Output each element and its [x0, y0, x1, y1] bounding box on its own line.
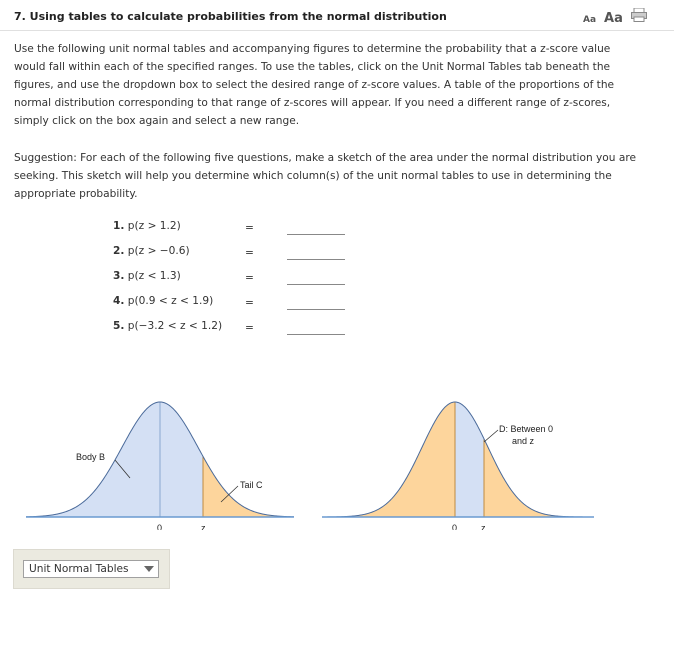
question-expression: p(−3.2 < z < 1.2) [127, 320, 223, 332]
question-number: 1. [113, 220, 125, 232]
question-row [113, 295, 353, 320]
header-divider [0, 30, 674, 31]
question-expression: p(z < 1.3) [127, 270, 181, 282]
question-row [113, 220, 353, 245]
instructions-line: normal distribution corresponding to that range of z-scores will appear. If you need a different range of z-scores, [14, 97, 611, 109]
answer-field[interactable] [287, 226, 345, 235]
answer-field[interactable] [287, 276, 345, 285]
instructions-line: would fall within each of the specified ranges. To use the tables, click on the Unit Normal Tables tab beneath the [14, 61, 611, 73]
answer-field[interactable] [287, 251, 345, 260]
font-increase-button[interactable]: Aa [604, 11, 623, 26]
question-row [113, 270, 353, 295]
tick-zero: 0 [452, 523, 458, 530]
equals-sign: = [245, 272, 254, 284]
font-size-controls [583, 8, 647, 26]
left-area [322, 402, 455, 517]
tick-z: z [201, 523, 206, 530]
question-expression: p(0.9 < z < 1.9) [127, 295, 214, 307]
answer-field[interactable] [287, 326, 345, 335]
question-row [113, 320, 353, 345]
between-label-line1: D: Between 0 [499, 424, 554, 434]
equals-sign: = [245, 222, 254, 234]
figure-between [318, 390, 600, 530]
suggestion-line: appropriate probability. [14, 188, 138, 200]
suggestion-paragraph [14, 149, 662, 203]
equals-sign: = [245, 297, 254, 309]
dropdown-selected-value: Unit Normal Tables [29, 563, 129, 575]
tail-label: Tail C [240, 480, 263, 490]
body-label: Body B [76, 452, 106, 462]
tick-z: z [481, 523, 486, 530]
question-row [113, 245, 353, 270]
body-area [26, 402, 203, 517]
suggestion-line: Suggestion: For each of the following five questions, make a sketch of the area under the normal distribution you are [14, 152, 636, 164]
equals-sign: = [245, 322, 254, 334]
question-expression: p(z > 1.2) [127, 220, 181, 232]
tables-dropdown[interactable] [23, 560, 159, 578]
chevron-down-icon[interactable] [144, 566, 154, 572]
right-tail-area [484, 439, 594, 517]
printer-icon[interactable] [631, 8, 647, 22]
instructions-line: simply click on the box again and select a new range. [14, 115, 300, 127]
font-decrease-button[interactable]: Aa [583, 15, 597, 25]
between-area [455, 402, 484, 517]
question-number: 3. [113, 270, 125, 282]
equals-sign: = [245, 247, 254, 259]
question-number: 2. [113, 245, 125, 257]
question-number: 5. [113, 320, 125, 332]
answer-field[interactable] [287, 301, 345, 310]
instructions-paragraph [14, 40, 662, 130]
between-pointer [484, 430, 498, 442]
instructions-line: figures, and use the dropdown box to select the desired range of z-score values. A table of the proportions of the [14, 79, 615, 91]
question-title: 7. Using tables to calculate probabilities from the normal distribution [14, 10, 447, 23]
suggestion-line: seeking. This sketch will help you determine which column(s) of the unit normal tables to use in determining the [14, 170, 612, 182]
question-number: 4. [113, 295, 125, 307]
figure-body-tail [18, 390, 300, 530]
questions-table [113, 220, 353, 345]
instructions-line: Use the following unit normal tables and accompanying figures to determine the probability that a z-score value [14, 43, 611, 55]
between-label-line2: and z [512, 436, 535, 446]
tick-zero: 0 [157, 523, 163, 530]
tables-dropdown-panel [13, 549, 170, 589]
question-expression: p(z > −0.6) [127, 245, 190, 257]
